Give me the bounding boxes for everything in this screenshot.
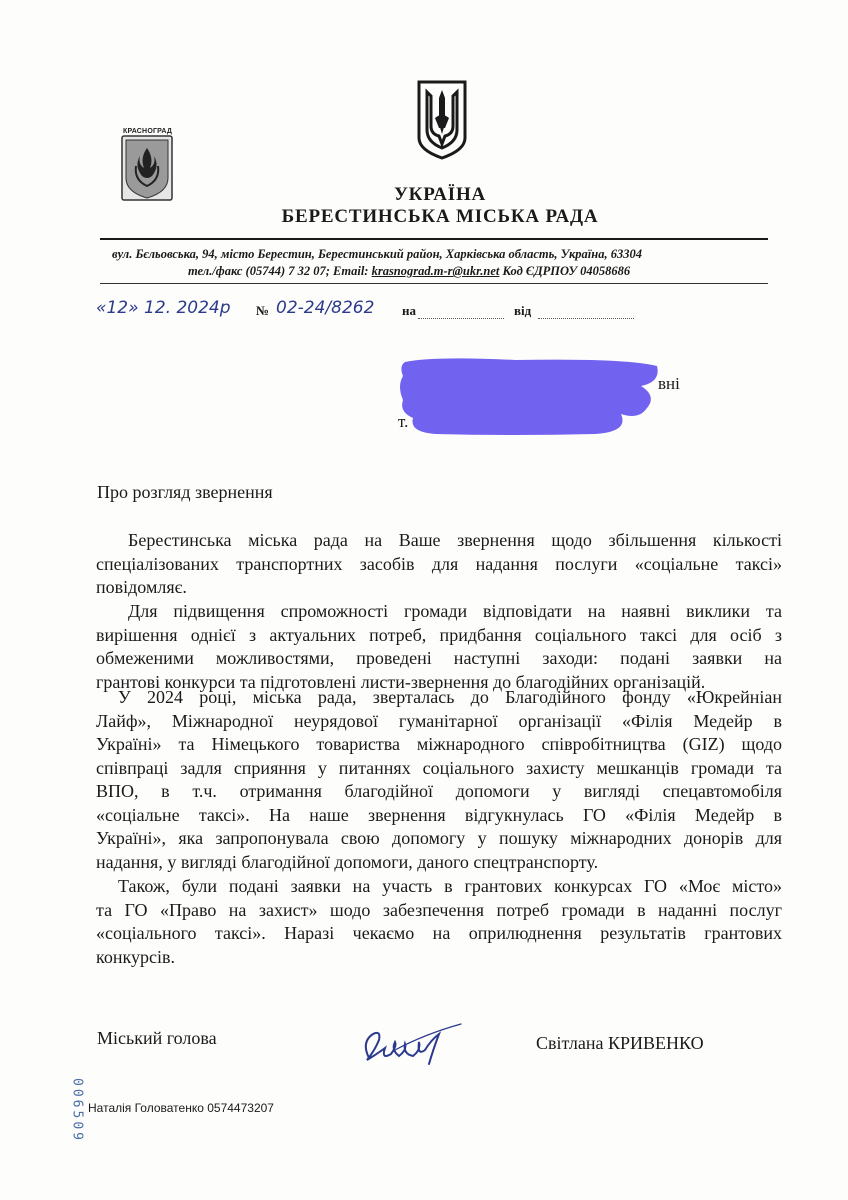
from-label: від [514,303,532,318]
body-paragraph-2 [96,600,782,694]
body-line: «соціального таксі». Наразі чекаємо на оприлюднення результатів грантових [96,923,782,943]
from-blank [538,304,634,319]
registration-number-label: № [256,303,270,318]
side-registration-number [65,1073,89,1153]
registration-line [96,298,656,322]
crest-caption: КРАСНОГРАД [123,128,173,135]
body-line: грантові конкурси та підготовлені листи-звернення до благодійних організацій. [96,671,706,692]
body-line: Україні» та Німецького товариства міжнародного співробітництва (GIZ) щодо [96,734,782,754]
body-line: та ГО «Право на захист» шодо забезпечення потреб громади в наданні послуг [96,899,782,920]
on-label: на [402,303,416,318]
body-line: Для підвищення спроможності громади відповідати на наявні виклики та [128,601,782,621]
phone-fax: тел./факс (05744) 7 32 07; [188,264,330,278]
letterhead-contacts [188,264,630,279]
body-line: Також, були подані заявки на участь в грантових конкурсах ГО «Моє місто» [118,876,782,896]
letterhead-rule-bottom [100,283,768,284]
registration-number: 02-24/8262 [276,298,375,318]
executor-contact: Наталія Головатенко 0574473207 [88,1101,274,1115]
letterhead-rule-top [100,238,768,240]
signatory-title: Міський голова [97,1028,217,1048]
email-address: krasnograd.m-r@ukr.net [371,264,500,278]
handwritten-signature [355,1020,465,1070]
edrpou-code: Код ЄДРПОУ 04058686 [502,264,631,278]
body-line: співпраці задля сприяння у питаннях соціального захисту мешканців громади та [96,757,782,778]
body-line: «соціальне таксі». На наше звернення відгукнулась ГО «Філія Медейр в [96,804,782,825]
body-line: Україні», яка запропонувала свою допомогу у пошуку міжнародних донорів для [96,828,782,848]
body-line: повідомляє. [96,577,187,597]
body-line: надання, у вигляді благодійної допомоги, даного спецтранспорту. [96,851,599,872]
registration-date: «12» 12. 2024р [96,298,231,318]
body-paragraph-4 [96,875,782,969]
body-paragraph-3 [96,686,782,874]
letter-subject: Про розгляд звернення [97,482,273,502]
body-line: Лайф», Міжнародної неурядової гуманітарної організації «Філія Медейр в [96,710,782,731]
body-paragraph-1 [96,529,782,600]
body-line: У 2024 році, міська рада, зверталась до Благодійного фонду «Юкрейніан [118,687,782,707]
recipient-fragment-2: т. [398,412,409,431]
letterhead-country: УКРАЇНА [393,184,487,205]
body-line: ВПО, в т.ч. отримання благодійної допомоги у вигляді спецавтомобіля [96,781,782,801]
recipient-redaction [395,356,660,436]
on-blank [418,304,504,319]
body-line: обмеженими можливостями, проведені наступні заходи: подані заявки на [96,648,782,668]
email-label: Email: [333,264,369,278]
body-line: конкурсів. [96,946,175,967]
signatory-name: Світлана КРИВЕНКО [536,1033,704,1053]
body-line: спеціалізованих транспортних засобів для надання послуги «соціальне таксі» [96,553,782,574]
letterhead-address: вул. Бєльовська, 94, місто Берестин, Берестинський район, Харківська область, Україна, 63304 [112,247,642,261]
recipient-fragment-1: вні [658,374,680,393]
letterhead-council: БЕРЕСТИНСЬКА МІСЬКА РАДА [281,206,599,227]
body-line: вирішення однієї з актуальних потреб, придбання соціального таксі для осіб з [96,624,782,645]
body-line: Берестинська міська рада на Ваше звернення щодо збільшення кількості [128,530,782,550]
ukraine-trident-icon [413,78,471,162]
side-number-text: 006509 [69,1078,85,1143]
